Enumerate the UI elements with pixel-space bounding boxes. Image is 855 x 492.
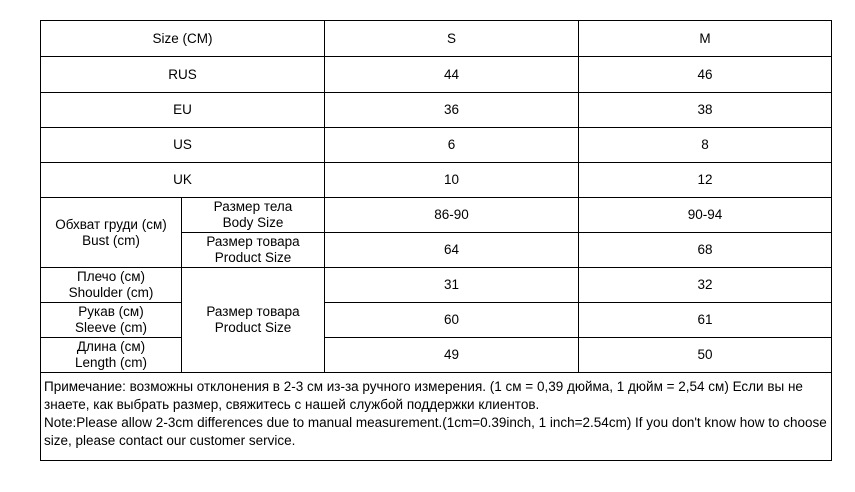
size-chart-table <box>40 20 832 461</box>
eu-value-m: 38 <box>579 93 832 128</box>
uk-row <box>41 163 832 198</box>
shoulder-value-s: 31 <box>325 268 579 303</box>
sleeve-label-en: Sleeve (cm) <box>74 320 147 335</box>
bust-label-en: Bust (cm) <box>82 232 140 248</box>
note-row <box>41 373 832 461</box>
note-cell <box>41 373 832 461</box>
header-label-cell: Size (CM) <box>41 21 325 57</box>
shoulder-row <box>41 268 832 303</box>
sleeve-row <box>41 303 832 338</box>
header-size-m: M <box>579 21 832 57</box>
length-label-en: Length (cm) <box>74 355 148 370</box>
body-size-label-cell <box>182 198 325 233</box>
length-label-cell <box>41 338 182 373</box>
body-size-label-ru: Размер тела <box>213 199 293 214</box>
bust-product-size-label-ru: Размер товара <box>206 234 300 249</box>
eu-row <box>41 93 832 128</box>
length-row <box>41 338 832 373</box>
sleeve-value-m: 61 <box>579 303 832 338</box>
sleeve-value-s: 60 <box>325 303 579 338</box>
note-text-ru: Примечание: возможны отклонения в 2-3 см из-за ручного измерения. (1 см = 0,39 дюйма, 1 дюйм = 2,54 см) Если вы не знаете, как выбрать размер, свяжитесь с нашей службой поддержки клиентов. <box>44 379 803 412</box>
rus-value-s: 44 <box>325 57 579 93</box>
length-value-m: 50 <box>579 338 832 373</box>
bust-label-ru: Обхват груди (см) <box>55 216 167 232</box>
rus-label: RUS <box>41 57 325 93</box>
note-text-en: Note:Please allow 2-3cm differences due to manual measurement.(1cm=0.39inch, 1 inch=2.54cm) If you don't know how to choose size, please contact our customer service. <box>44 415 827 448</box>
header-size-s: S <box>325 21 579 57</box>
bust-product-size-label-en: Product Size <box>214 250 292 265</box>
us-row <box>41 128 832 163</box>
bust-body-row <box>41 198 832 233</box>
bust-product-size-label-cell <box>182 233 325 268</box>
rus-row <box>41 57 832 93</box>
uk-value-m: 12 <box>579 163 832 198</box>
eu-value-s: 36 <box>325 93 579 128</box>
shoulder-label-en: Shoulder (cm) <box>68 285 154 300</box>
bust-product-value-s: 64 <box>325 233 579 268</box>
product-size-label-ru: Размер товара <box>206 304 300 319</box>
shoulder-label-ru: Плечо (см) <box>77 269 145 284</box>
bust-body-value-s: 86-90 <box>325 198 579 233</box>
header-row <box>41 21 832 57</box>
body-size-label-en: Body Size <box>222 215 284 230</box>
length-value-s: 49 <box>325 338 579 373</box>
bust-product-value-m: 68 <box>579 233 832 268</box>
uk-value-s: 10 <box>325 163 579 198</box>
shoulder-label-cell <box>41 268 182 303</box>
us-value-m: 8 <box>579 128 832 163</box>
sleeve-label-ru: Рукав (см) <box>78 304 144 319</box>
product-size-label-cell <box>182 268 325 373</box>
us-label: US <box>41 128 325 163</box>
product-size-label-en: Product Size <box>214 320 292 335</box>
shoulder-value-m: 32 <box>579 268 832 303</box>
bust-label-cell <box>41 198 182 268</box>
us-value-s: 6 <box>325 128 579 163</box>
eu-label: EU <box>41 93 325 128</box>
sleeve-label-cell <box>41 303 182 338</box>
bust-body-value-m: 90-94 <box>579 198 832 233</box>
rus-value-m: 46 <box>579 57 832 93</box>
length-label-ru: Длина (см) <box>76 339 146 354</box>
uk-label: UK <box>41 163 325 198</box>
